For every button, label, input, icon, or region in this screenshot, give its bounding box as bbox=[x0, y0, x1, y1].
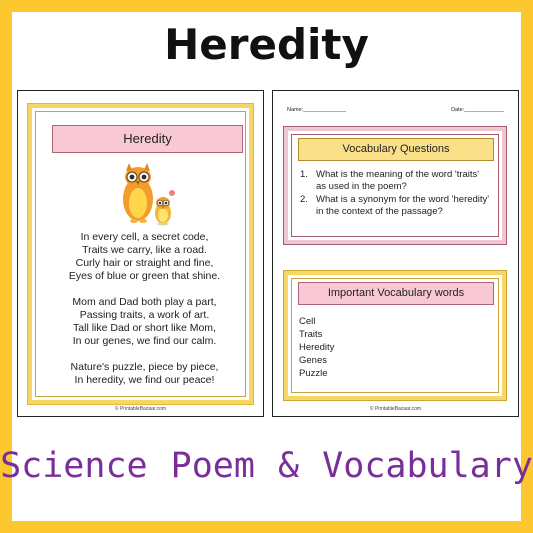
stanza: Mom and Dad both play a part, Passing traits, a work of art. Tall like Dad or short like Mom, In our genes, we find our calm. bbox=[72, 296, 217, 347]
stanza: In every cell, a secret code, Traits we carry, like a road. Curly hair or straight and fine, Eyes of blue or green that shine. bbox=[68, 231, 221, 282]
poem-body bbox=[32, 231, 257, 400]
list-item: Heredity bbox=[299, 342, 335, 353]
date-field-label: Date:_____________ bbox=[451, 107, 504, 113]
worksheet-page-preview bbox=[272, 90, 519, 417]
page-footer: © PrintableBazaar.com bbox=[114, 406, 167, 412]
stanza: Nature's puzzle, piece by piece, In heredity, we find our peace! bbox=[70, 361, 219, 386]
list-item: Traits bbox=[299, 329, 323, 340]
questions-title: Vocabulary Questions bbox=[298, 138, 494, 161]
owl-family-icon bbox=[118, 163, 176, 227]
questions-frame bbox=[284, 127, 506, 244]
list-item: 1. What is the meaning of the word 'traits' as used in the poem? bbox=[300, 169, 480, 192]
list-item: 2. What is a synonym for the word 'heredity' in the context of the passage? bbox=[300, 194, 490, 217]
poem-page-preview bbox=[17, 90, 264, 417]
poem-frame bbox=[28, 104, 253, 404]
page-title: Heredity bbox=[164, 20, 369, 69]
list-item: Genes bbox=[299, 355, 327, 366]
list-item: Cell bbox=[299, 316, 316, 327]
page-footer: © PrintableBazaar.com bbox=[369, 406, 422, 412]
vocabulary-list bbox=[299, 315, 334, 380]
subtitle-banner: Science Poem & Vocabulary bbox=[0, 446, 533, 486]
vocabulary-title: Important Vocabulary words bbox=[298, 282, 494, 305]
name-field-label: Name:______________ bbox=[287, 107, 347, 113]
vocabulary-frame bbox=[284, 271, 506, 400]
poem-title: Heredity bbox=[52, 125, 243, 153]
list-item: Puzzle bbox=[299, 368, 328, 379]
questions-list bbox=[300, 169, 490, 219]
